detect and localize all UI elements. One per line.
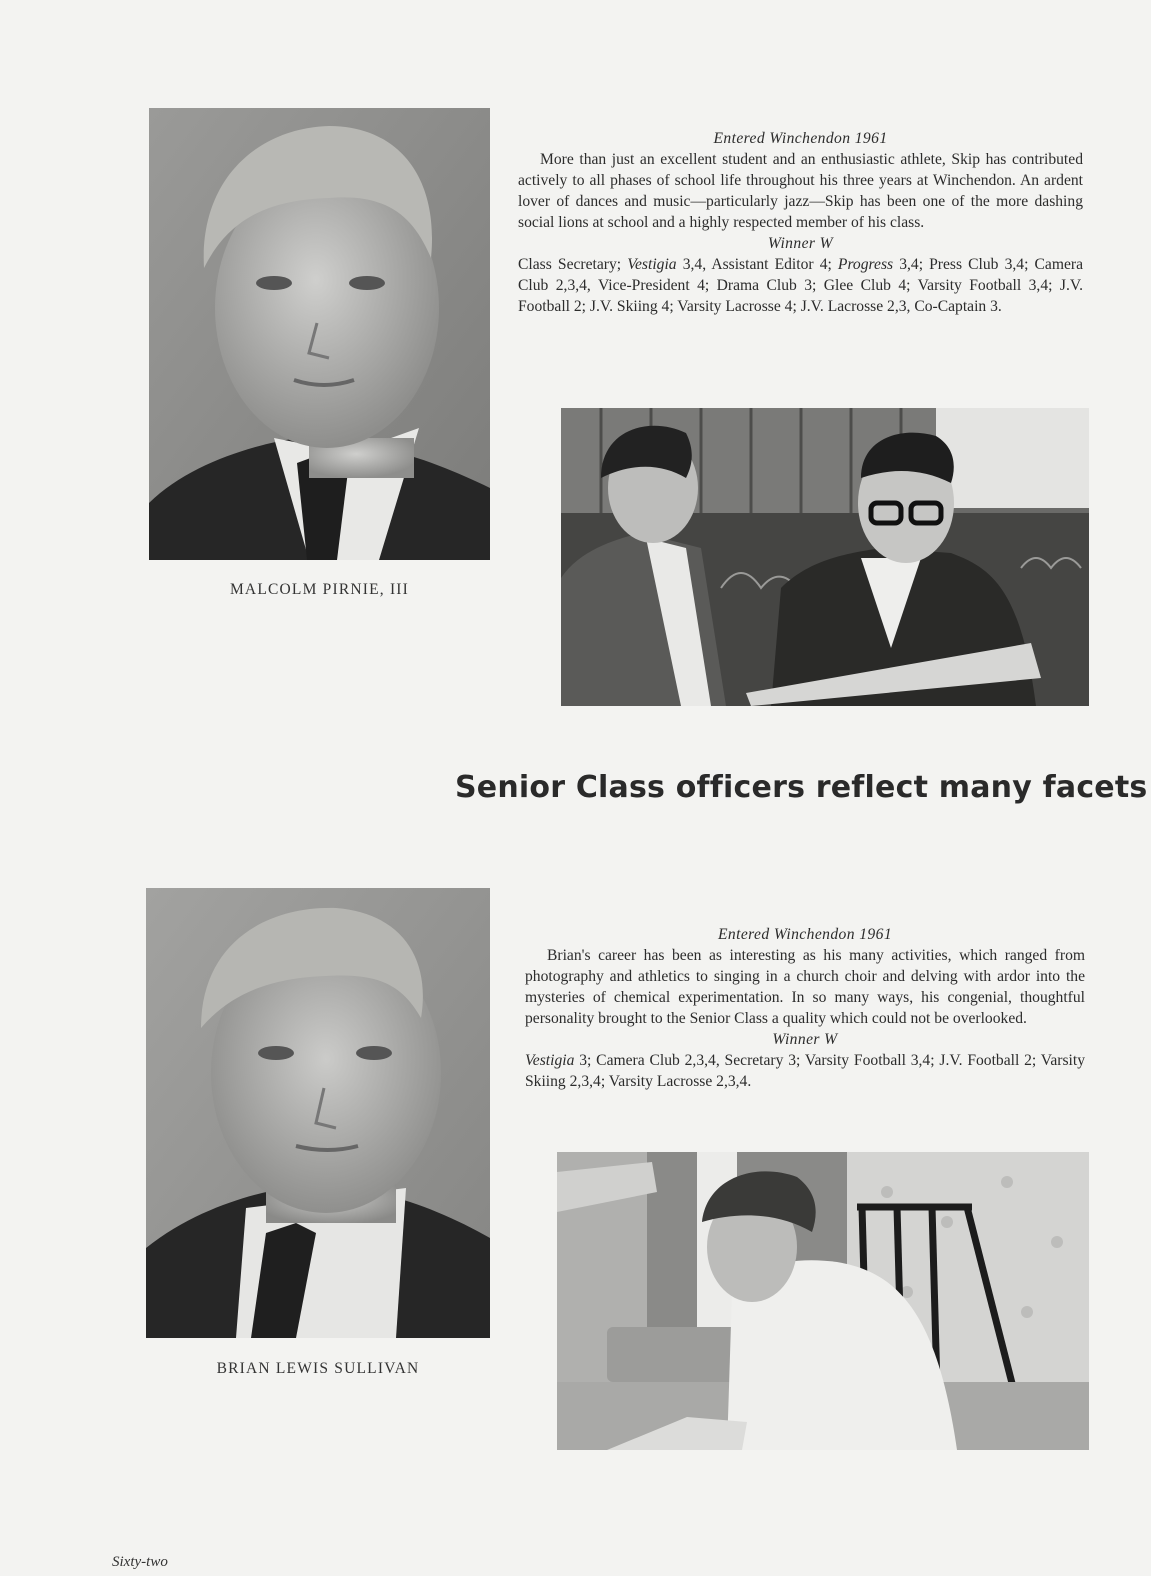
candid-photo-reading (561, 408, 1089, 706)
page-number (112, 1554, 168, 1571)
student-name-caption: BRIAN LEWIS SULLIVAN (216, 1360, 420, 1377)
portrait-photo-sullivan (146, 888, 490, 1338)
entered-line: Entered Winchendon 1961 (713, 130, 888, 147)
entered-line: Entered Winchendon 1961 (717, 926, 893, 943)
student-name-caption: MALCOLM PIRNIE, III (229, 581, 410, 598)
activity-publication: Vestigia (525, 1052, 575, 1069)
award-line: Winner W (767, 235, 834, 252)
candid-photo-desk (557, 1152, 1089, 1450)
activity-text: 3,4; Press Club 3,4; Camera Club 2,3,4, Vice-President 4; Drama Club 3; Glee Club 4; Varsity Football 3,4; J.V. Football 2; J.V. Skiing 4; Varsity Lacrosse 4; J.V. Lacrosse 2,3, Co-Captain 3. (518, 256, 1083, 315)
page-number-text: Sixty-two (112, 1554, 168, 1570)
activities-list (525, 1050, 1085, 1092)
activity-text: Class Secretary; (518, 256, 628, 273)
activity-publication: Vestigia (627, 256, 677, 273)
activities-list (518, 254, 1083, 317)
activity-text: 3,4, Assistant Editor 4; (676, 256, 838, 273)
student-bio-block (518, 128, 1083, 317)
award-line: Winner W (772, 1031, 838, 1048)
page-headline: Senior Class officers reflect many facets (455, 770, 1148, 805)
activity-publication: Progress (837, 256, 894, 273)
bio-paragraph: More than just an excellent student and an enthusiastic athlete, Skip has contributed actively to all phases of school life throughout his three years at Winchendon. An ardent lover of dances and music—particularly jazz—Skip has been one of the more dashing social lions at school and a highly respected member of his class. (518, 151, 1083, 231)
bio-paragraph: Brian's career has been as interesting as his many activities, which ranged from photography and athletics to singing in a church choir and delving with ardor into the mysteries of chemical experimentation. In so many ways, his congenial, thoughtful personality brought to the Senior Class a quality which could not be overlooked. (525, 947, 1085, 1027)
student-bio-block (525, 924, 1085, 1092)
activity-text: 3; Camera Club 2,3,4, Secretary 3; Varsity Football 3,4; J.V. Football 2; Varsity Skiing 2,3,4; Varsity Lacrosse 2,3,4. (525, 1052, 1085, 1090)
portrait-photo-pirnie (149, 108, 490, 560)
